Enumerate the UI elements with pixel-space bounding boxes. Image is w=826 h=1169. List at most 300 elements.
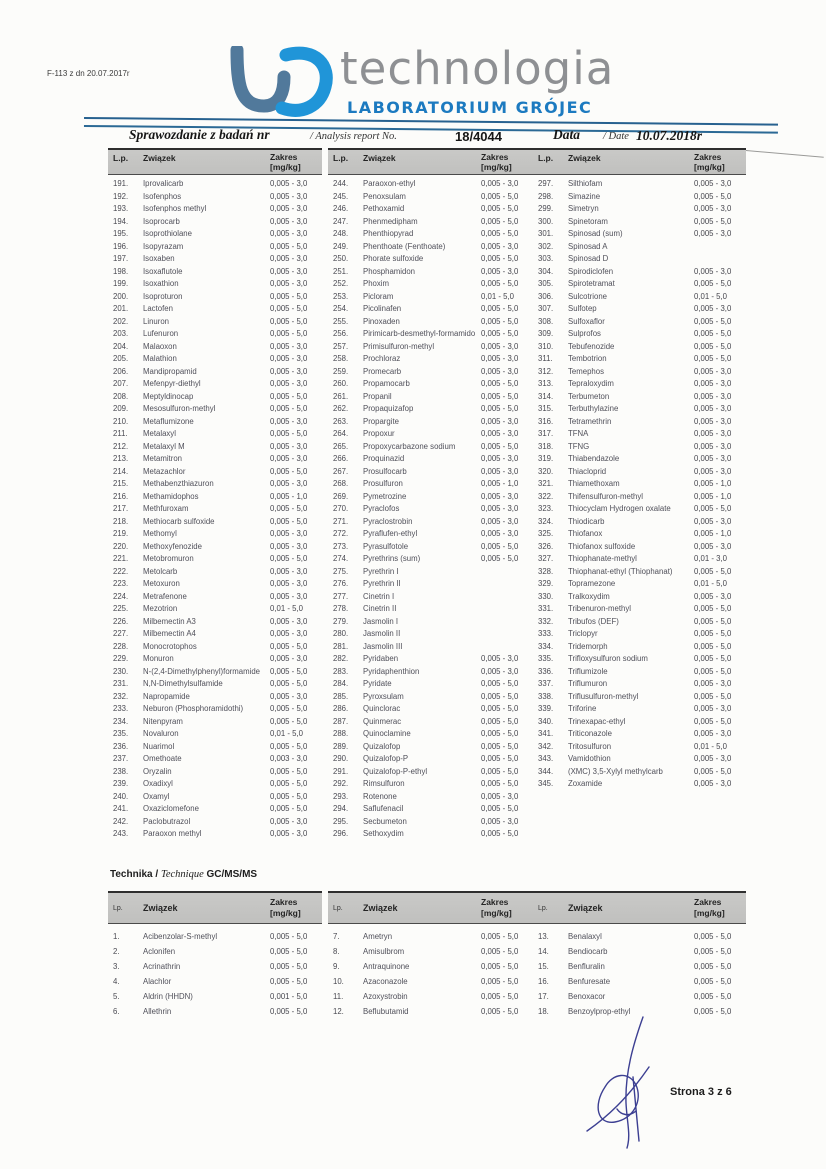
row-number: 316. (538, 416, 554, 426)
compound-name: Propoxycarbazone sodium (363, 441, 456, 451)
table-row (108, 741, 322, 754)
table-row (108, 716, 322, 729)
compound-name: Ametryn (363, 932, 393, 941)
range-value: 0,005 - 3,0 (270, 629, 308, 638)
compound-name: Picolinafen (363, 304, 402, 313)
compound-name: TFNG (568, 441, 590, 451)
table-row (328, 278, 533, 291)
compound-name: Iprovalicarb (143, 179, 184, 188)
compound-name: Beflubutamid (363, 1007, 409, 1016)
compound-name: Benoxacor (568, 992, 606, 1001)
range-value: 0,005 - 3,0 (481, 454, 519, 463)
range-value: 0,005 - 3,0 (481, 654, 519, 663)
compound-name: Silthiofam (568, 179, 603, 188)
table-row (533, 553, 746, 566)
range-value: 0,005 - 3,0 (270, 266, 308, 276)
table-row (533, 403, 746, 416)
range-value (481, 628, 533, 641)
row-number: 192. (113, 191, 129, 201)
table-row (533, 716, 746, 729)
table-row (328, 578, 533, 591)
table-row (328, 316, 533, 329)
row-number: 251. (333, 266, 349, 276)
table-row (533, 316, 746, 329)
table-row (108, 241, 322, 254)
row-number: 259. (333, 366, 349, 376)
row-number: 330. (538, 591, 554, 601)
compound-name: Propoxur (363, 429, 395, 438)
range-value: 0,005 - 3,0 (270, 816, 308, 826)
range-value: 0,005 - 5,0 (270, 947, 308, 956)
range-value: 0,005 - 5,0 (270, 429, 308, 438)
table-row (533, 641, 746, 654)
compound-name: Terbuthylazine (568, 404, 619, 413)
table-row (328, 266, 533, 279)
compound-name: Thiamethoxam (568, 479, 620, 488)
compound-name: Rotenone (363, 791, 397, 801)
row-number: 333. (538, 629, 554, 638)
row-number: 233. (113, 704, 129, 713)
row-number: 273. (333, 541, 349, 551)
range-value: 0,005 - 3,0 (481, 354, 519, 363)
row-number: 256. (333, 329, 349, 338)
range-value: 0,005 - 5,0 (694, 629, 732, 638)
compound-name: Phoxim (363, 279, 389, 288)
compound-name: Amisulbrom (363, 947, 405, 956)
table-row (533, 578, 746, 591)
row-number: 245. (333, 191, 349, 201)
compound-name: Triflumizole (568, 666, 608, 676)
page-number: Strona 3 z 6 (670, 1086, 732, 1098)
row-number: 234. (113, 716, 129, 726)
range-value: 0,01 - 5,0 (270, 604, 303, 613)
compound-name: Oxadixyl (143, 779, 173, 788)
compound-name: Phenthiopyrad (363, 229, 414, 238)
compound-name: Metazachlor (143, 466, 186, 476)
compound-name: Penoxsulam (363, 191, 406, 201)
row-number: 287. (333, 716, 349, 726)
table-row (328, 191, 533, 204)
compound-name: Tribufos (DEF) (568, 616, 619, 626)
range-value: 0,005 - 5,0 (481, 391, 519, 401)
range-value: 0,005 - 3,0 (694, 416, 732, 426)
row-number: 284. (333, 679, 349, 688)
table-row (533, 528, 746, 541)
range-value: 0,005 - 5,0 (694, 992, 732, 1001)
table-row (108, 666, 322, 679)
compound-name: Methamidophos (143, 491, 199, 501)
range-value: 0,005 - 3,0 (270, 441, 308, 451)
row-number: 331. (538, 604, 554, 613)
row-number: 322. (538, 491, 554, 501)
compound-name: Spinosad D (568, 254, 609, 263)
range-value: 0,005 - 3,0 (694, 179, 732, 188)
table-row (108, 628, 322, 641)
compound-name: Saflufenacil (363, 804, 404, 813)
range-value: 0,005 - 5,0 (694, 716, 732, 726)
compound-name: Quinmerac (363, 716, 402, 726)
table-row (533, 653, 746, 666)
table-row (328, 503, 533, 516)
compound-name: Quizalofop (363, 741, 401, 751)
compound-name: Quinclorac (363, 704, 401, 713)
table-row (328, 989, 533, 1004)
range-value: 0,005 - 3,0 (694, 429, 732, 438)
row-number: 310. (538, 341, 554, 351)
table-row (108, 653, 322, 666)
range-value: 0,005 - 5,0 (481, 254, 519, 263)
row-number: 297. (538, 179, 554, 188)
row-number: 337. (538, 679, 554, 688)
range-value: 0,005 - 3,0 (270, 354, 308, 363)
compound-name: (XMC) 3,5-Xylyl methylcarb (568, 766, 663, 776)
compound-name: Tembotrion (568, 354, 607, 363)
row-number: 292. (333, 779, 349, 788)
range-value: 0,005 - 5,0 (270, 641, 308, 651)
table-row (328, 566, 533, 579)
compound-name: Spinosad (sum) (568, 229, 623, 238)
table-row (328, 216, 533, 229)
range-value: 0,005 - 5,0 (694, 666, 732, 676)
compound-name: Linuron (143, 316, 170, 326)
range-value: 0,01 - 3,0 (694, 554, 727, 563)
row-number: 203. (113, 329, 129, 338)
compound-name: Azaconazole (363, 977, 408, 986)
range-value: 0,005 - 3,0 (270, 616, 308, 626)
table-row (328, 591, 533, 604)
compound-name: Napropamide (143, 691, 190, 701)
range-value: 0,005 - 5,0 (270, 516, 308, 526)
range-value: 0,005 - 5,0 (694, 977, 732, 986)
row-number: 296. (333, 829, 349, 838)
table-row (328, 959, 533, 974)
compound-name: Propaquizafop (363, 404, 414, 413)
range-value: 0,005 - 3,0 (270, 341, 308, 351)
compound-name: Nuarimol (143, 741, 175, 751)
range-value: 0,005 - 3,0 (270, 254, 308, 263)
table-row (533, 974, 746, 989)
range-value: 0,005 - 5,0 (481, 404, 519, 413)
compound-name: Tepraloxydim (568, 379, 614, 388)
row-number: 227. (113, 629, 129, 638)
table-row (108, 753, 322, 766)
row-number: 226. (113, 616, 129, 626)
row-number: 191. (113, 179, 129, 188)
compound-name: Thiabendazole (568, 454, 620, 463)
compound-name: Pyrethrin I (363, 566, 399, 576)
header-lp: L.p. (333, 153, 349, 163)
row-number: 208. (113, 391, 129, 401)
compound-name: Cinetrin II (363, 604, 397, 613)
row-number: 264. (333, 429, 349, 438)
table-row (533, 266, 746, 279)
compound-name: Mezotrion (143, 604, 178, 613)
table-row (108, 528, 322, 541)
table-rows (533, 929, 746, 1019)
row-number: 213. (113, 454, 129, 463)
row-number: 313. (538, 379, 554, 388)
compound-name: Pirimicarb-desmethyl-formamido (363, 329, 476, 338)
row-number: 246. (333, 204, 349, 213)
row-number: 334. (538, 641, 554, 651)
technique-label-en: Technique (160, 869, 204, 880)
range-value: 0,005 - 5,0 (481, 779, 519, 788)
range-value: 0,005 - 3,0 (481, 816, 519, 826)
compound-name: Tridemorph (568, 641, 608, 651)
row-number: 345. (538, 779, 554, 788)
range-value: 0,005 - 3,0 (481, 416, 519, 426)
table-row (533, 491, 746, 504)
row-number: 238. (113, 766, 129, 776)
compound-name: Vamidothion (568, 754, 611, 763)
table-row (533, 203, 746, 216)
row-number: 342. (538, 741, 554, 751)
compound-name: Pinoxaden (363, 316, 400, 326)
range-value: 0,005 - 3,0 (481, 266, 519, 276)
row-number: 288. (333, 729, 349, 738)
table-rows (108, 929, 322, 1019)
row-number: 228. (113, 641, 129, 651)
compound-name: Isoproturon (143, 291, 183, 301)
table-row (533, 516, 746, 529)
table-row (108, 266, 322, 279)
header-range: Zakres [mg/kg] (481, 897, 512, 918)
row-number: 202. (113, 316, 129, 326)
brand-subtitle: LABORATORIUM GRÓJEC (347, 98, 593, 117)
table-row (108, 816, 322, 829)
range-value: 0,005 - 5,0 (481, 962, 519, 971)
header-range: Zakres [mg/kg] (270, 897, 301, 918)
compound-name: Azoxystrobin (363, 992, 408, 1001)
compound-name: Isofenphos methyl (143, 204, 207, 213)
header-lp: Lp. (333, 904, 343, 912)
table-row (108, 728, 322, 741)
range-value: 0,005 - 5,0 (694, 216, 732, 226)
compound-name: Propargite (363, 416, 399, 426)
range-value: 0,005 - 3,0 (270, 454, 308, 463)
compound-name: Malathion (143, 354, 177, 363)
compound-name: Thiacloprid (568, 466, 607, 476)
row-number: 320. (538, 466, 554, 476)
compound-name: Phenthoate (Fenthoate) (363, 241, 446, 251)
compound-name: Acibenzolar-S-methyl (143, 932, 218, 941)
table-row (328, 228, 533, 241)
range-value: 0,005 - 5,0 (694, 504, 732, 513)
range-value: 0,005 - 5,0 (270, 704, 308, 713)
compound-name: Phosphamidon (363, 266, 416, 276)
table-row (108, 466, 322, 479)
table-row (108, 929, 322, 944)
table-row (533, 616, 746, 629)
range-value: 0,005 - 3,0 (694, 679, 732, 688)
compound-name: Prochloraz (363, 354, 401, 363)
table-rows (328, 178, 533, 841)
table-rows (108, 178, 322, 841)
compound-name: Benalaxyl (568, 932, 602, 941)
table-row (108, 278, 322, 291)
row-number: 18. (538, 1007, 549, 1016)
range-value: 0,005 - 3,0 (694, 304, 732, 313)
row-number: 286. (333, 704, 349, 713)
range-value: 0,005 - 3,0 (694, 266, 732, 276)
report-title-en: / Analysis report No. (310, 131, 397, 142)
table-row (328, 691, 533, 704)
compound-name: Benzoylprop-ethyl (568, 1007, 631, 1016)
row-number: 281. (333, 641, 349, 651)
compound-name: Pyraflufen-ethyl (363, 529, 418, 538)
row-number: 214. (113, 466, 129, 476)
row-number: 14. (538, 947, 549, 956)
table-row (108, 478, 322, 491)
table-row (108, 641, 322, 654)
header-range: Zakres [mg/kg] (694, 897, 725, 918)
range-value: 0,005 - 5,0 (270, 962, 308, 971)
compound-name: Benfuresate (568, 977, 611, 986)
table-row (108, 553, 322, 566)
row-number: 230. (113, 666, 129, 676)
compound-name: Triflumuron (568, 679, 608, 688)
range-value: 0,005 - 5,0 (694, 354, 732, 363)
compound-name: Secbumeton (363, 816, 407, 826)
table-row (328, 628, 533, 641)
row-number: 301. (538, 229, 554, 238)
compound-name: Acrinathrin (143, 962, 181, 971)
row-number: 219. (113, 529, 129, 538)
range-value (694, 253, 746, 266)
row-number: 329. (538, 579, 554, 588)
range-value: 0,005 - 5,0 (270, 554, 308, 563)
row-number: 321. (538, 479, 554, 488)
row-number: 332. (538, 616, 554, 626)
range-value: 0,005 - 3,0 (694, 704, 732, 713)
table-rows (328, 929, 533, 1019)
table-row (328, 541, 533, 554)
compound-name: Milbemectin A4 (143, 629, 196, 638)
row-number: 239. (113, 779, 129, 788)
row-number: 204. (113, 341, 129, 351)
table-row (533, 278, 746, 291)
table-row (328, 203, 533, 216)
range-value: 0,005 - 5,0 (270, 791, 308, 801)
table-row (328, 703, 533, 716)
row-number: 13. (538, 932, 549, 941)
table-row (108, 191, 322, 204)
compound-name: Tribenuron-methyl (568, 604, 631, 613)
range-value: 0,005 - 5,0 (270, 716, 308, 726)
compound-name: Thiophanat-ethyl (Thiophanat) (568, 566, 673, 576)
compound-name: Monuron (143, 654, 174, 663)
row-number: 15. (538, 962, 549, 971)
row-number: 229. (113, 654, 129, 663)
table-row (533, 341, 746, 354)
row-number: 212. (113, 441, 129, 451)
compound-name: Isoxaflutole (143, 266, 183, 276)
table-row (328, 553, 533, 566)
range-value: 0,005 - 5,0 (481, 679, 519, 688)
table-row (108, 616, 322, 629)
row-number: 12. (333, 1007, 344, 1016)
range-value (481, 591, 533, 604)
range-value: 0,005 - 3,0 (270, 416, 308, 426)
header-lp: L.p. (538, 153, 554, 163)
row-number: 244. (333, 179, 349, 188)
row-number: 311. (538, 354, 553, 363)
compound-name: Phorate sulfoxide (363, 254, 424, 263)
compound-name: Pyrethrins (sum) (363, 554, 421, 563)
table-row (328, 816, 533, 829)
table-row (328, 403, 533, 416)
compound-name: Paraoxon methyl (143, 829, 202, 838)
range-value: 0,005 - 5,0 (481, 716, 519, 726)
compound-name: Lufenuron (143, 329, 179, 338)
row-number: 221. (113, 554, 129, 563)
report-date: 10.07.2018r (636, 128, 703, 143)
table-header (108, 148, 322, 175)
row-number: 218. (113, 516, 129, 526)
table-row (108, 989, 322, 1004)
compound-name: Thiophanate-methyl (568, 554, 637, 563)
table-row (108, 228, 322, 241)
table-row (108, 566, 322, 579)
row-number: 274. (333, 554, 349, 563)
compound-name: Allethrin (143, 1007, 172, 1016)
range-value: 0,005 - 1,0 (270, 491, 308, 501)
compound-name: Temephos (568, 366, 604, 376)
range-value: 0,005 - 3,0 (694, 229, 732, 238)
table-row (533, 603, 746, 616)
row-number: 2. (113, 947, 120, 956)
table-row (108, 603, 322, 616)
row-number: 217. (113, 504, 129, 513)
compound-name: Quizalofop-P (363, 754, 409, 763)
row-number: 319. (538, 454, 554, 463)
row-number: 257. (333, 341, 349, 351)
compound-name: Trifloxysulfuron sodium (568, 654, 648, 663)
range-value: 0,005 - 5,0 (481, 191, 519, 201)
table-row (533, 541, 746, 554)
row-number: 269. (333, 491, 349, 501)
row-number: 271. (333, 516, 349, 526)
table-row (328, 516, 533, 529)
row-number: 263. (333, 416, 349, 426)
range-value: 0,005 - 3,0 (481, 516, 519, 526)
row-number: 277. (333, 591, 349, 601)
range-value: 0,005 - 3,0 (270, 691, 308, 701)
range-value: 0,005 - 3,0 (270, 204, 308, 213)
range-value: 0,005 - 5,0 (270, 304, 308, 313)
compound-name: Neburon (Phosphoramidothi) (143, 704, 244, 713)
table-row (533, 959, 746, 974)
compound-name: Prosulfocarb (363, 466, 407, 476)
table-row (328, 653, 533, 666)
compound-name: Isoprocarb (143, 216, 180, 226)
range-value: 0,005 - 3,0 (481, 504, 519, 513)
table-row (328, 828, 533, 841)
range-value: 0,005 - 5,0 (694, 1007, 732, 1016)
range-value: 0,005 - 5,0 (481, 316, 519, 326)
range-value: 0,005 - 3,0 (694, 591, 732, 601)
compound-name: Metrafenone (143, 591, 187, 601)
compound-name: Proquinazid (363, 454, 405, 463)
range-value: 0,005 - 5,0 (481, 216, 519, 226)
compound-name: Aldrin (HHDN) (143, 992, 193, 1001)
compound-name: Zoxamide (568, 779, 603, 788)
range-value: 0,001 - 5,0 (270, 992, 308, 1001)
compound-name: Monocrotophos (143, 641, 197, 651)
compound-name: Oryzalin (143, 766, 172, 776)
table-row (108, 441, 322, 454)
technique-table-column-3 (533, 891, 746, 1019)
